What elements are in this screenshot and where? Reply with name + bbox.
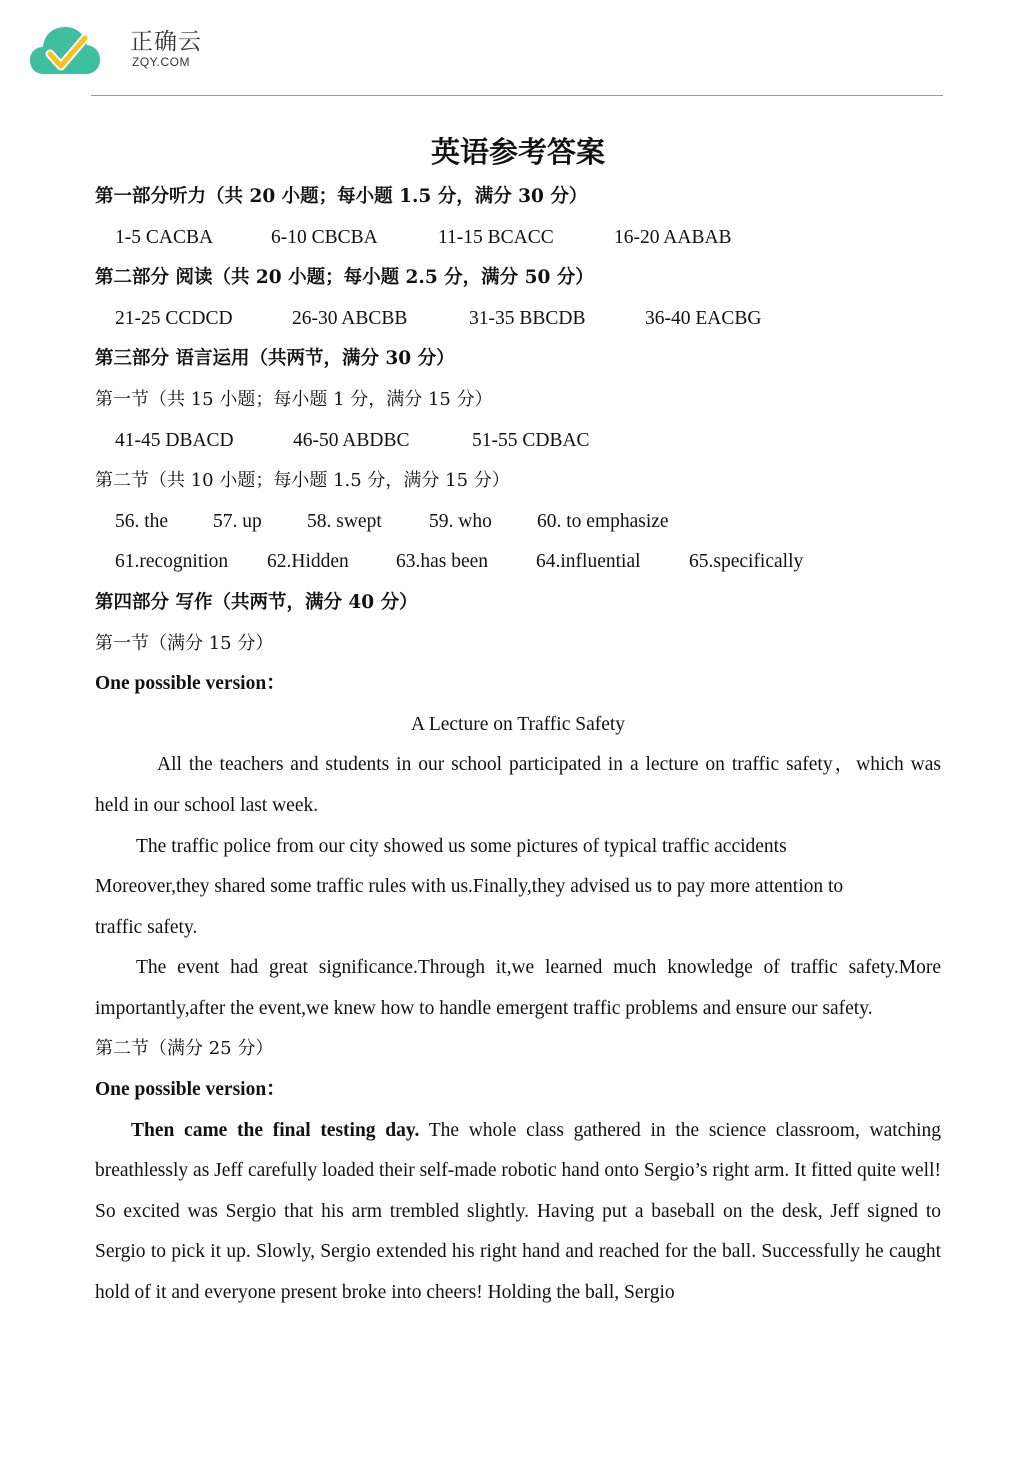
answer-item: 65.specifically — [689, 551, 804, 573]
essay-line: The traffic police from our city showed us some pictures of typical traffic accidents — [136, 835, 787, 857]
logo-text-cn: 正确云 — [130, 29, 202, 55]
story-lead-sentence: Then came the final testing day. — [131, 1119, 420, 1141]
answer-item: 58. swept — [307, 510, 382, 532]
answer-item: 64.influential — [536, 551, 641, 573]
part3-heading: 第三部分 语言运用（共两节，满分 30 分） — [95, 348, 455, 370]
part4-heading: 第四部分 写作（共两节，满分 40 分） — [95, 591, 418, 613]
story-body: The whole class gathered in the science classroom, watching breathlessly as Jeff carefully loaded their self-made robotic hand onto Sergio’s right arm. It fitted quite well! So excited was Sergio that his arm trembled slightly. Having put a baseball on the desk, Jeff signed to Sergio to pick it up. Slowly, Sergio extended his right hand and reached for the ball. Successfully he caught hold of it and everyone present broke into cheers! Holding the ball, Sergio — [95, 1119, 941, 1304]
answer-group: 31-35 BBCDB — [469, 307, 586, 329]
answer-item: 60. to emphasize — [537, 510, 669, 532]
header-divider — [91, 95, 943, 96]
answer-item: 63.has been — [396, 551, 489, 573]
answer-item: 59. who — [429, 510, 492, 532]
answer-group: 51-55 CDBAC — [472, 429, 590, 451]
part4-section1-heading: 第一节（满分 15 分） — [95, 632, 274, 654]
cloud-check-logo-icon — [30, 24, 100, 76]
site-header — [30, 22, 1010, 82]
answer-item: 56. the — [115, 510, 169, 532]
document-body — [95, 130, 941, 1314]
part3-section1-heading: 第一节（共 15 小题；每小题 1 分，满分 15 分） — [95, 388, 493, 410]
answer-group: 6-10 CBCBA — [271, 226, 378, 248]
answer-group: 41-45 DBACD — [115, 429, 234, 451]
part3-section2-answers-row1 — [95, 502, 941, 543]
essay-line: traffic safety. — [95, 916, 198, 938]
part3-section2-heading: 第二节（共 10 小题；每小题 1.5 分，满分 15 分） — [95, 470, 510, 492]
answer-item: 57. up — [213, 510, 262, 532]
answer-group: 11-15 BCACC — [438, 226, 554, 248]
version-label: One possible version： — [95, 673, 286, 695]
answer-group: 46-50 ABDBC — [293, 429, 410, 451]
answer-item: 61.recognition — [115, 551, 229, 573]
part1-answers — [95, 218, 941, 259]
essay-paragraph: The event had great significance.Through it,we learned much knowledge of traffic safety.More importantly,after the event,we knew how to handle emergent traffic problems and ensure our safety. — [95, 957, 941, 1019]
essay-title: A Lecture on Traffic Safety — [410, 713, 626, 735]
essay-paragraph: All the teachers and students in our school participated in a lecture on traffic safety，which was held in our school last week. — [95, 754, 941, 816]
story-paragraph — [95, 1111, 941, 1314]
part2-answers — [95, 299, 941, 340]
answer-group: 26-30 ABCBB — [292, 307, 408, 329]
answer-group: 21-25 CCDCD — [115, 307, 233, 329]
essay-line: Moreover,they shared some traffic rules with us.Finally,they advised us to pay more attention to — [95, 876, 844, 898]
answer-group: 36-40 EACBG — [645, 307, 762, 329]
answer-item: 62.Hidden — [267, 551, 349, 573]
logo-text-en: ZQY.COM — [132, 55, 190, 69]
answer-group: 1-5 CACBA — [115, 226, 214, 248]
part1-heading: 第一部分听力（共 20 小题；每小题 1.5 分，满分 30 分） — [95, 186, 588, 207]
part3-section1-answers — [95, 421, 941, 462]
part2-heading: 第二部分 阅读（共 20 小题；每小题 2.5 分，满分 50 分） — [95, 267, 594, 289]
part4-section2-heading: 第二节（满分 25 分） — [95, 1038, 274, 1060]
page-title: 英语参考答案 — [430, 135, 605, 169]
answer-group: 16-20 AABAB — [614, 226, 732, 248]
version-label: One possible version： — [95, 1079, 286, 1101]
part3-section2-answers-row2 — [95, 542, 941, 583]
